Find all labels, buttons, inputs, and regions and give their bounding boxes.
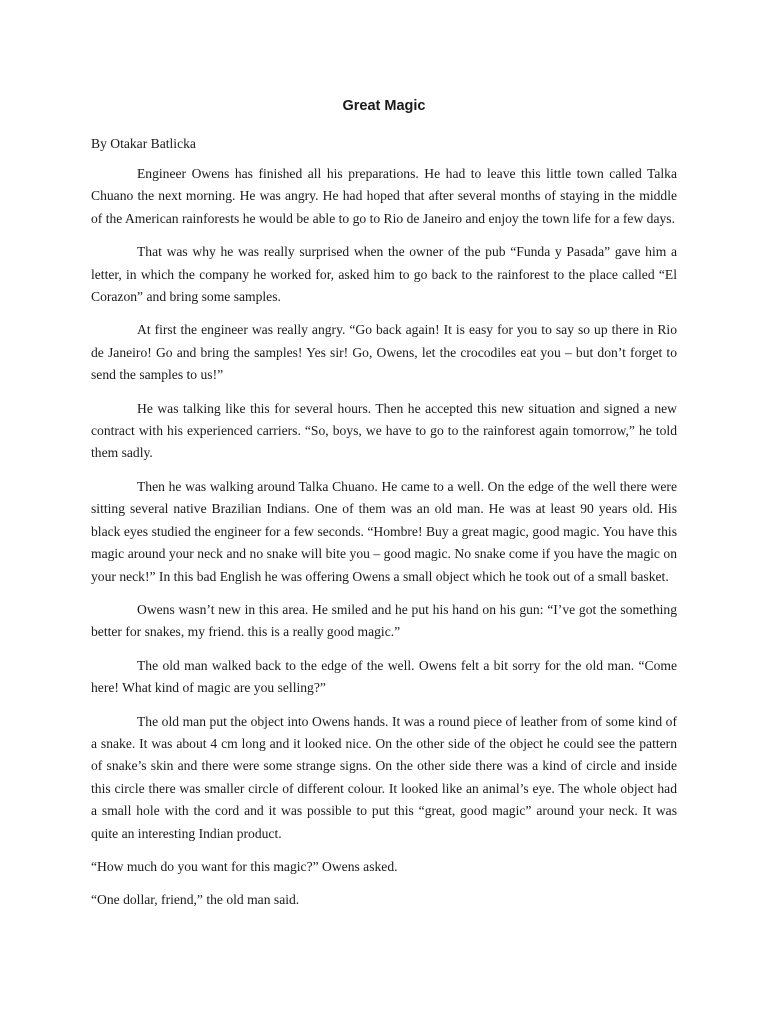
paragraph-5: Then he was walking around Talka Chuano. He came to a well. On the edge of the well there were sitting several native Brazilian Indians. One of them was an old man. He was at least 90 years old. His black eyes studied the engineer for a few seconds. “Hombre! Buy a great magic, good magic. You have this magic around your neck and no snake will bite you – good magic. No snake come if you have the magic on your neck!” In this bad English he was offering Owens a small object which he took out of a small basket.: [91, 478, 677, 584]
paragraph-4: He was talking like this for several hours. Then he accepted this new situation and signed a new contract with his experienced carriers. “So, boys, we have to go to the rainforest again tomorrow,” he told them sadly.: [91, 400, 677, 461]
paragraph-7: The old man walked back to the edge of the well. Owens felt a bit sorry for the old man. “Come here! What kind of magic are you selling?”: [91, 657, 677, 696]
paragraph-6: Owens wasn’t new in this area. He smiled and he put his hand on his gun: “I’ve got the something better for snakes, my friend. this is a really good magic.”: [91, 601, 677, 640]
document-author: By Otakar Batlicka: [91, 136, 196, 151]
paragraph-9: “How much do you want for this magic?” Owens asked.: [91, 858, 398, 874]
paragraph-3: At first the engineer was really angry. “Go back again! It is easy for you to say so up there in Rio de Janeiro! Go and bring the samples! Yes sir! Go, Owens, let the crocodiles eat you – but don’t forget to send the samples to us!”: [91, 322, 677, 383]
paragraph-10: “One dollar, friend,” the old man said.: [91, 892, 300, 908]
document-body: [91, 163, 677, 923]
document-title: Great Magic: [342, 98, 426, 114]
paragraph-1: Engineer Owens has finished all his preparations. He had to leave this little town called Talka Chuano the next morning. He was angry. He had hoped that after several months of staying in the middle of the American rainforests he would be able to go to Rio de Janeiro and enjoy the town life for a few days.: [91, 166, 677, 226]
paragraph-2: That was why he was really surprised when the owner of the pub “Funda y Pasada” gave him a letter, in which the company he worked for, asked him to go back to the rainforest to the place called “El Corazon” and bring some samples.: [91, 244, 677, 305]
paragraph-8: The old man put the object into Owens hands. It was a round piece of leather from of some kind of a snake. It was about 4 cm long and it looked nice. On the other side of the object he could see the pattern of snake’s skin and there were some strange signs. On the other side there was a kind of circle and inside this circle there was smaller circle of different colour. It looked like an animal’s eye. The whole object had a small hole with the cord and it was possible to put this “great, good magic” around your neck. It was quite an interesting Indian product.: [91, 713, 677, 841]
